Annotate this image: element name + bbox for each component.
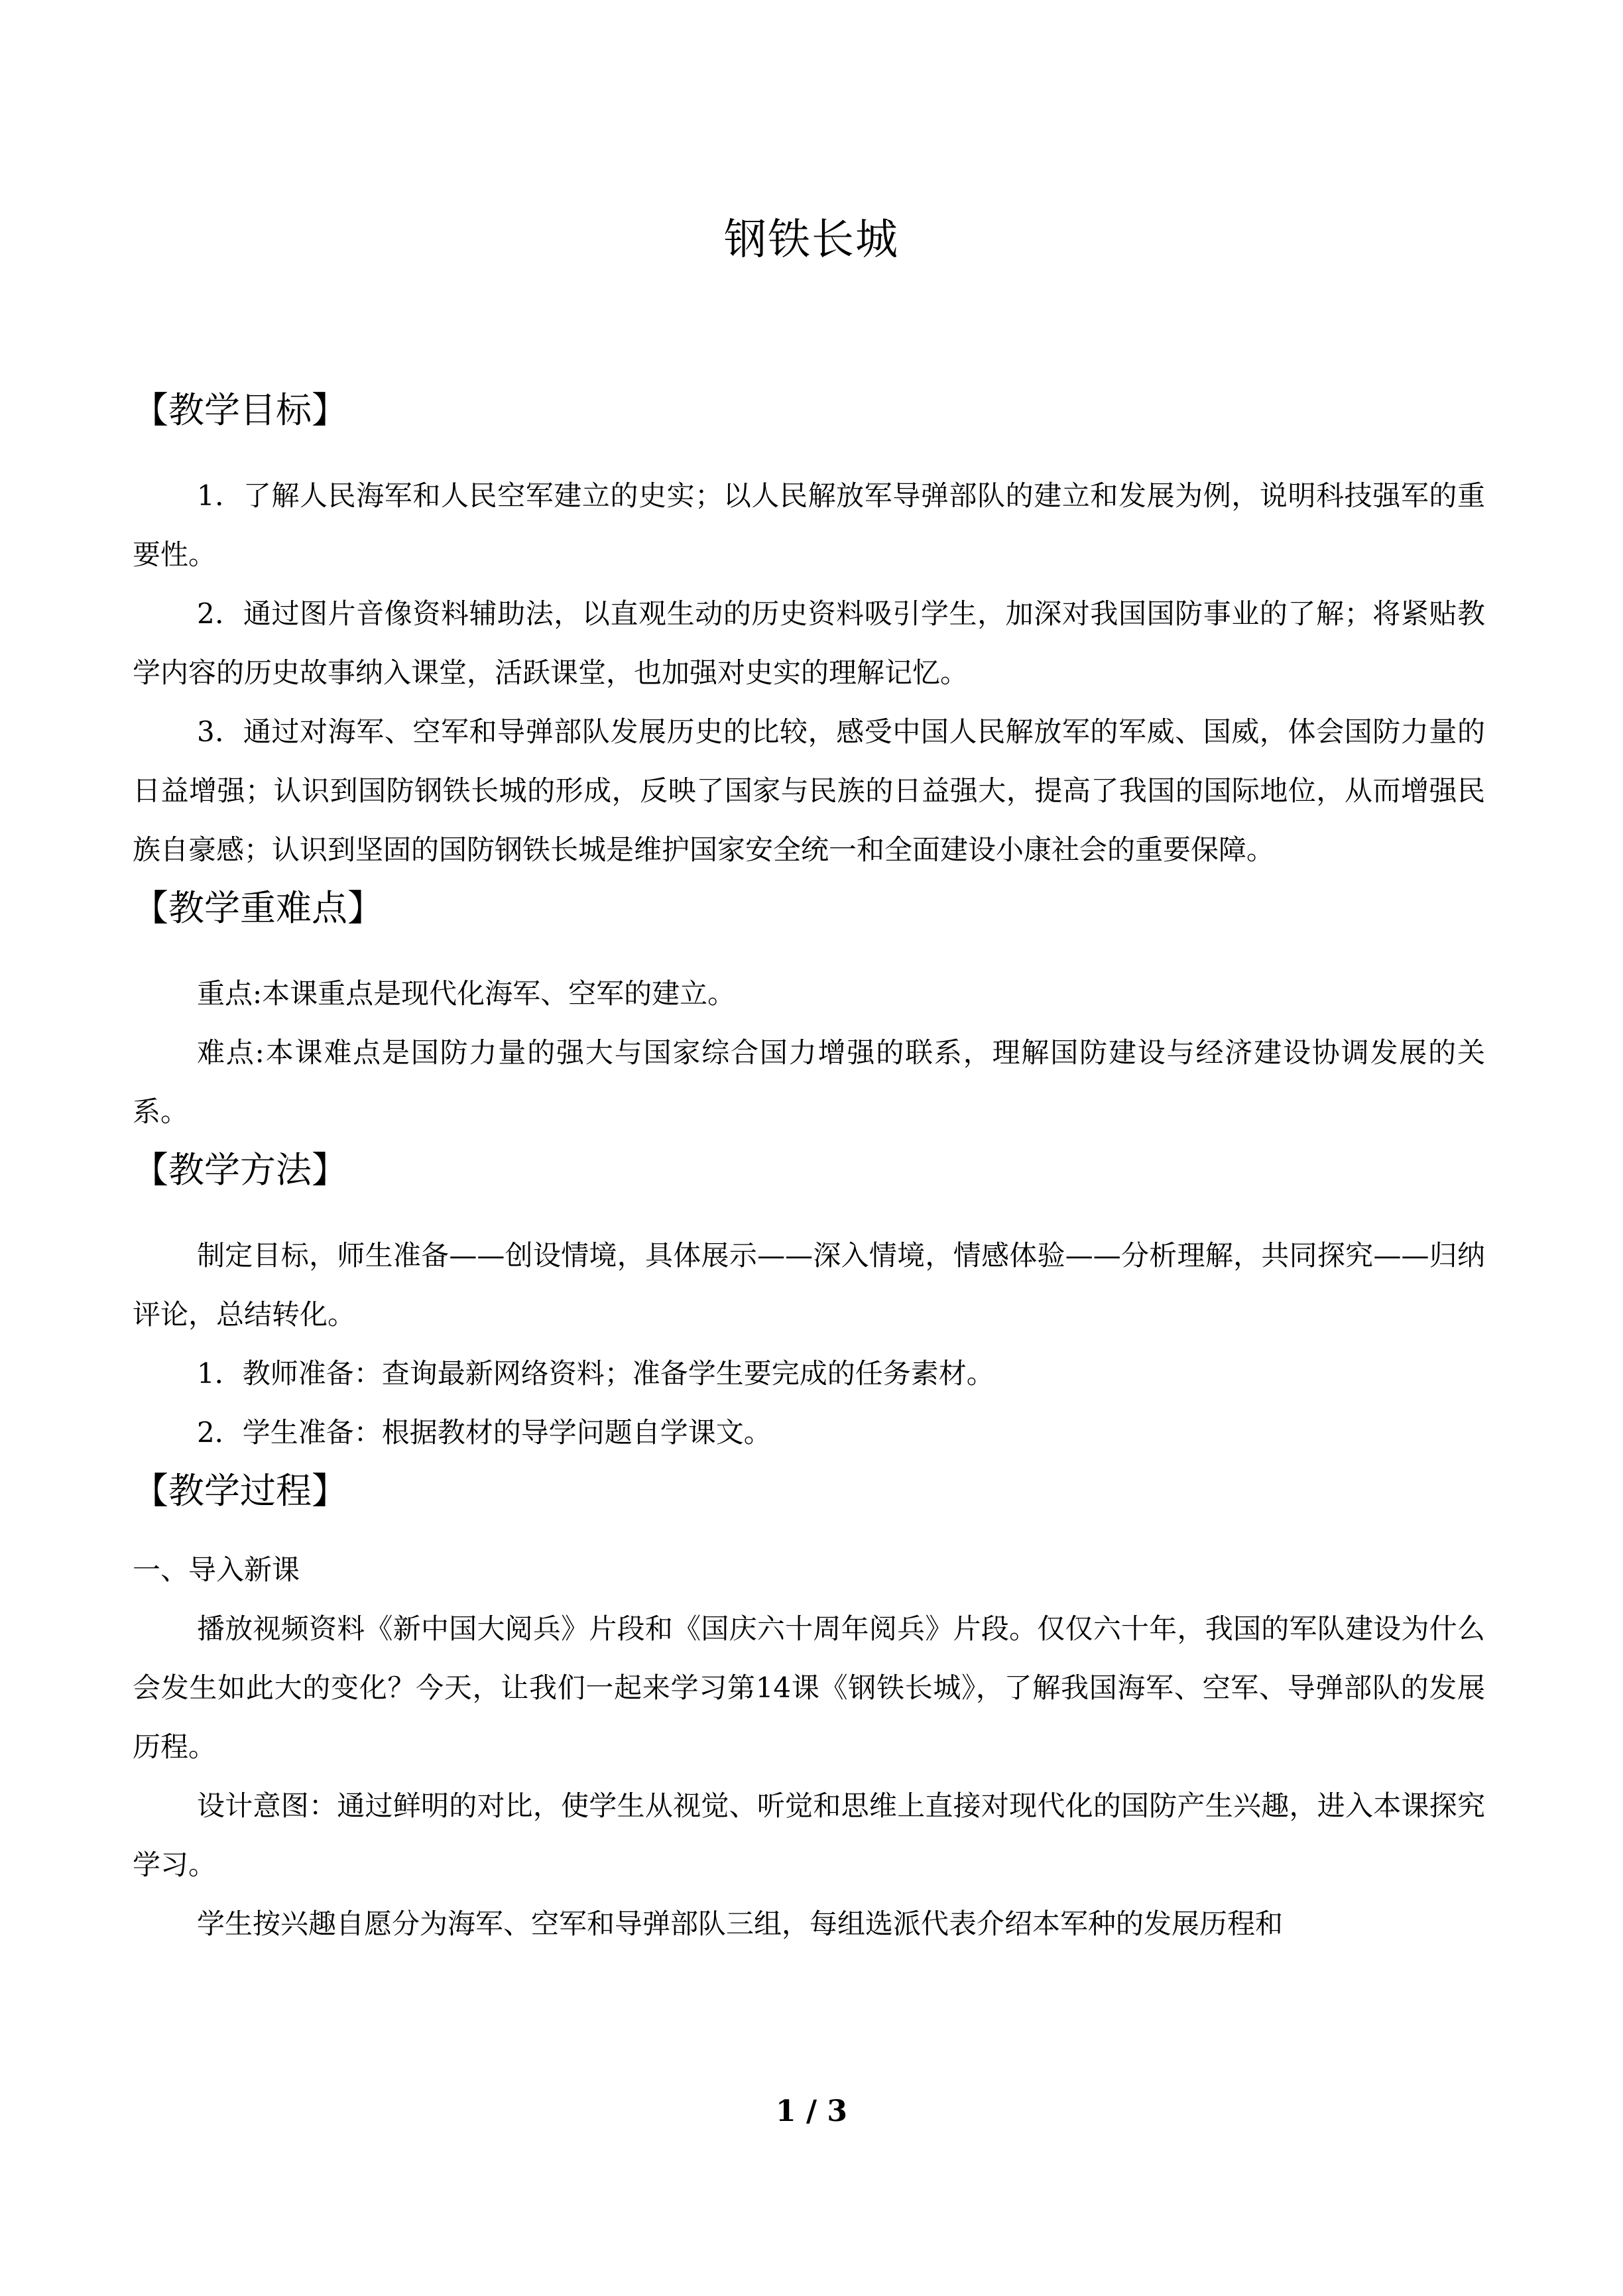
- key-point-paragraph: 重点:本课重点是现代化海军、空军的建立。: [197, 977, 736, 1010]
- process-paragraph-2: 设计意图：通过鲜明的对比，使学生从视觉、听觉和思维上直接对现代化的国防产生兴趣，进入本课探究学习。: [133, 1789, 1485, 1881]
- process-subheading-intro: 一、导入新课: [133, 1553, 300, 1586]
- page-number: 1 / 3: [776, 2094, 847, 2128]
- objective-paragraph-3: 3．通过对海军、空军和导弹部队发展历史的比较，感受中国人民解放军的军威、国威，体会国防力量的日益增强；认识到国防钢铁长城的形成，反映了国家与民族的日益强大，提高了我国的国际地位，从而增强民族自豪感；认识到坚固的国防钢铁长城是维护国家安全统一和全面建设小康社会的重要保障。: [133, 715, 1485, 866]
- objective-paragraph-1: 1．了解人民海军和人民空军建立的史实；以人民解放军导弹部队的建立和发展为例，说明科技强军的重要性。: [133, 479, 1485, 571]
- methods-paragraph-1: 制定目标，师生准备——创设情境，具体展示——深入情境，情感体验——分析理解，共同探究——归纳评论，总结转化。: [133, 1239, 1485, 1331]
- section-heading-methods: 【教学方法】: [133, 1149, 347, 1191]
- process-paragraph-1: 播放视频资料《新中国大阅兵》片段和《国庆六十周年阅兵》片段。仅仅六十年，我国的军队建设为什么会发生如此大的变化？今天，让我们一起来学习第14课《钢铁长城》，了解我国海军、空军、导弹部队的发展历程。: [133, 1612, 1485, 1763]
- document-body: [133, 381, 1485, 1953]
- process-paragraph-3: 学生按兴趣自愿分为海军、空军和导弹部队三组，每组选派代表介绍本军种的发展历程和: [197, 1907, 1284, 1940]
- objective-paragraph-2: 2．通过图片音像资料辅助法，以直观生动的历史资料吸引学生，加深对我国国防事业的了解；将紧贴教学内容的历史故事纳入课堂，活跃课堂，也加强对史实的理解记忆。: [133, 597, 1485, 689]
- difficult-point-paragraph: 难点:本课难点是国防力量的强大与国家综合国力增强的联系，理解国防建设与经济建设协调发展的关系。: [133, 1036, 1485, 1128]
- section-heading-process: 【教学过程】: [133, 1470, 347, 1512]
- section-heading-key-points: 【教学重难点】: [133, 887, 383, 929]
- section-heading-objectives: 【教学目标】: [133, 389, 347, 431]
- document-title: 钢铁长城: [724, 215, 899, 265]
- methods-paragraph-2: 1．教师准备：查询最新网络资料；准备学生要完成的任务素材。: [197, 1357, 994, 1390]
- methods-paragraph-3: 2．学生准备：根据教材的导学问题自学课文。: [197, 1416, 772, 1449]
